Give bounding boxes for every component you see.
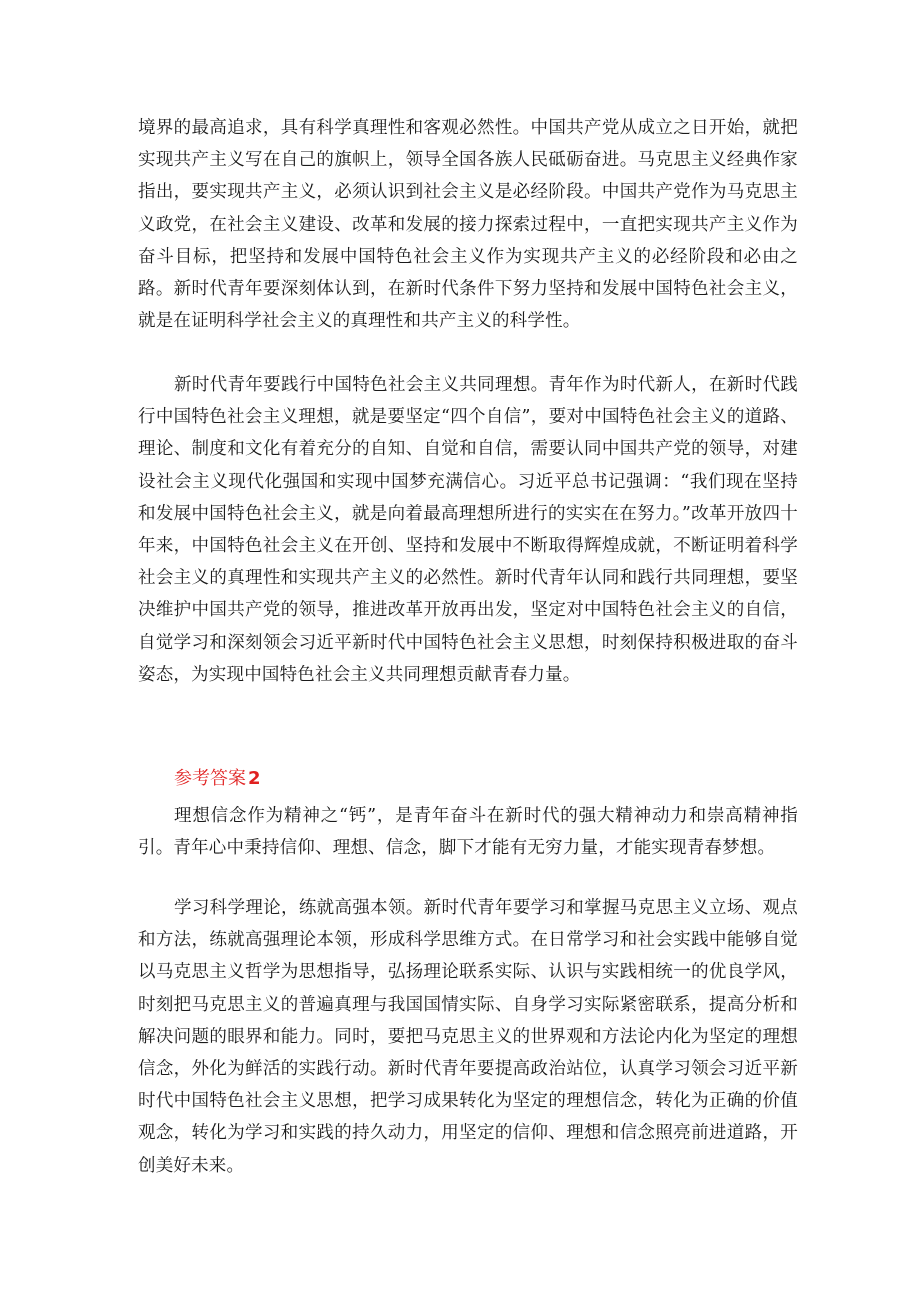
paragraph-common-ideal: 新时代青年要践行中国特色社会主义共同理想。青年作为时代新人，在新时代践行中国特色社会主义理想，就是要坚定“四个自信”，要对中国特色社会主义的道路、理论、制度和文化有着充分的自知、自觉和自信，需要认同中国共产党的领导，对建设社会主义现代化强国和实现中国梦充满信心。习近平总书记强调：“我们现在坚持和发展中国特色社会主义，就是向着最高理想所进行的实实在在努力。”改革开放四十年来，中国特色社会主义在开创、坚持和发展中不断取得辉煌成就，不断证明着科学社会主义的真理性和实现共产主义的必然性。新时代青年认同和践行共同理想，要坚决维护中国共产党的领导，推进改革开放再出发，坚定对中国特色社会主义的自信，自觉学习和深刻领会习近平新时代中国特色社会主义思想，时刻保持积极进取的奋斗姿态，为实现中国特色社会主义共同理想贡献青春力量。 [138,375,798,685]
heading-number: 2 [248,768,261,789]
heading-text: 参考答案 [174,768,246,789]
section-heading-answer-2 [174,764,261,794]
paragraph-continuation: 境界的最高追求，具有科学真理性和客观必然性。中国共产党从成立之日开始，就把实现共产主义写在自己的旗帜上，领导全国各族人民砥砺奋进。马克思主义经典作家指出，要实现共产主义，必须认识到社会主义是必经阶段。中国共产党作为马克思主义政党，在社会主义建设、改革和发展的接力探索过程中，一直把实现共产主义作为奋斗目标，把坚持和发展中国特色社会主义作为实现共产主义的必经阶段和必由之路。新时代青年要深刻体认到，在新时代条件下努力坚持和发展中国特色社会主义，就是在证明科学社会主义的真理性和共产主义的科学性。 [138,118,798,332]
paragraph-study-theory: 学习科学理论，练就高强本领。新时代青年要学习和掌握马克思主义立场、观点和方法，练就高强理论本领，形成科学思维方式。在日常学习和社会实践中能够自觉以马克思主义哲学为思想指导，弘扬理论联系实际、认识与实践相统一的优良学风，时刻把马克思主义的普遍真理与我国国情实际、自身学习实际紧密联系，提高分析和解决问题的眼界和能力。同时，要把马克思主义的世界观和方法论内化为坚定的理想信念，外化为鲜活的实践行动。新时代青年要提高政治站位，认真学习领会习近平新时代中国特色社会主义思想，把学习成果转化为坚定的理想信念，转化为正确的价值观念，转化为学习和实践的持久动力，用坚定的信仰、理想和信念照亮前进道路，开创美好未来。 [138,898,798,1176]
paragraph-ideal-belief: 理想信念作为精神之“钙”，是青年奋斗在新时代的强大精神动力和崇高精神指引。青年心中秉持信仰、理想、信念，脚下才能有无穷力量，才能实现青春梦想。 [138,806,798,859]
